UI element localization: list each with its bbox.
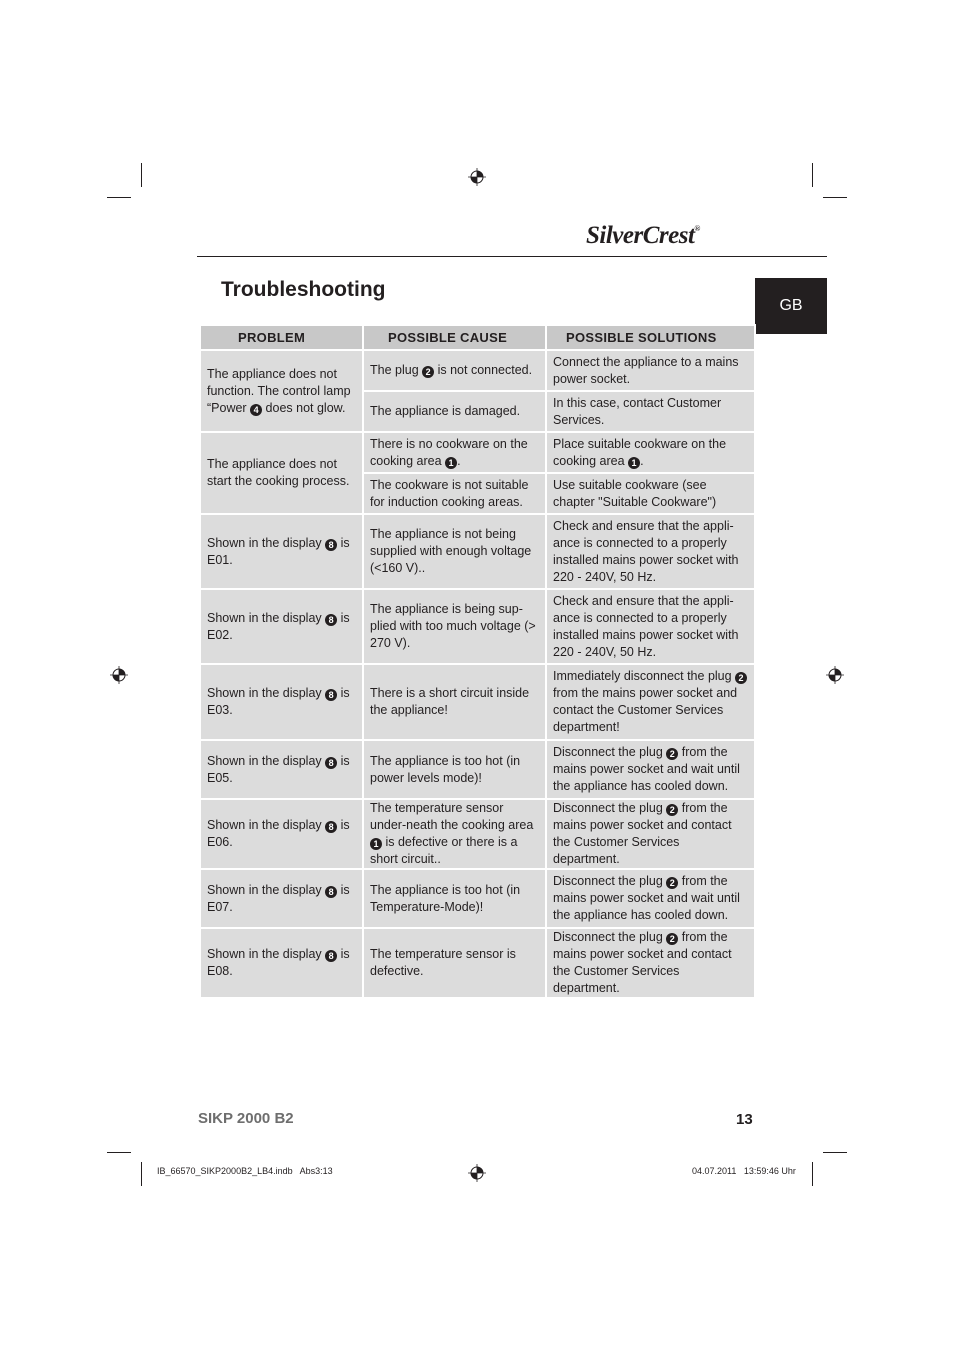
solution-cell xyxy=(546,799,755,869)
solution-cell xyxy=(546,928,755,998)
part-number-badge-icon: 8 xyxy=(325,821,337,833)
model-number: SIKP 2000 B2 xyxy=(198,1110,294,1127)
cause-cell xyxy=(363,514,546,589)
brand-logo xyxy=(586,222,700,250)
part-number-badge-icon: 8 xyxy=(325,950,337,962)
part-number-badge-icon: 8 xyxy=(325,689,337,701)
text-run: The temperature sensor under-neath the cooking area xyxy=(370,801,534,832)
crop-mark xyxy=(107,197,131,198)
part-number-badge-icon: 2 xyxy=(666,877,678,889)
text-run: is E01. xyxy=(207,535,350,567)
text-run: is E05. xyxy=(207,753,350,785)
text-run: Connect the appliance to a mains power socket. xyxy=(553,354,739,386)
language-tab: GB xyxy=(755,278,827,334)
solution-cell xyxy=(546,740,755,799)
text-run: The temperature sensor is defective. xyxy=(370,947,516,978)
text-run: Disconnect the plug xyxy=(553,874,667,888)
table-body xyxy=(200,350,755,998)
cause-cell xyxy=(363,350,546,391)
text-run: from the mains power socket and contact the Customer Services department. xyxy=(553,930,732,995)
table-row xyxy=(200,869,755,928)
text-run: Shown in the display xyxy=(207,753,326,768)
text-run: Disconnect the plug xyxy=(553,930,667,944)
solution-cell xyxy=(546,391,755,432)
table-row xyxy=(200,514,755,589)
solution-cell xyxy=(546,473,755,514)
cause-cell xyxy=(363,799,546,869)
print-slug-right: 04.07.2011 13:59:46 Uhr xyxy=(692,1166,796,1176)
problem-cell xyxy=(200,514,363,589)
text-run: The plug xyxy=(370,363,423,377)
header-problem: PROBLEM xyxy=(200,325,363,350)
text-run: There is no cookware on the cooking area xyxy=(370,436,528,468)
text-run: Shown in the display xyxy=(207,686,326,700)
text-run: Check and ensure that the appli-ance is connected to a properly installed mains power socket with 220 - 240V, 50 Hz. xyxy=(553,593,739,659)
text-run: The appliance is damaged. xyxy=(370,404,521,418)
problem-cell xyxy=(200,928,363,998)
cause-cell xyxy=(363,391,546,432)
header-possible-cause: POSSIBLE CAUSE xyxy=(363,325,546,350)
solution-cell xyxy=(546,869,755,928)
problem-cell xyxy=(200,740,363,799)
table-row xyxy=(200,432,755,473)
solution-cell xyxy=(546,514,755,589)
problem-cell xyxy=(200,869,363,928)
part-number-badge-icon: 1 xyxy=(370,838,382,850)
crop-mark xyxy=(823,197,847,198)
part-number-badge-icon: 8 xyxy=(325,757,337,769)
text-run: Place suitable cookware on the cooking area xyxy=(553,436,727,468)
solution-cell xyxy=(546,664,755,740)
text-run: is E02. xyxy=(207,610,350,642)
text-run: The appliance is not being supplied with enough voltage (<160 V).. xyxy=(370,527,532,575)
solution-cell xyxy=(546,432,755,473)
registration-mark-icon xyxy=(110,666,128,684)
problem-cell xyxy=(200,350,363,432)
text-run: is E03. xyxy=(207,686,350,717)
cause-cell xyxy=(363,740,546,799)
text-run: Shown in the display xyxy=(207,818,326,832)
table-row xyxy=(200,589,755,664)
text-run: The cookware is not suitable for induction cooking areas. xyxy=(370,477,529,509)
cause-cell xyxy=(363,589,546,664)
cause-cell xyxy=(363,664,546,740)
part-number-badge-icon: 4 xyxy=(250,404,262,416)
text-run: . xyxy=(640,453,644,468)
text-run: Disconnect the plug xyxy=(553,745,667,759)
text-run: Check and ensure that the appli-ance is connected to a properly installed mains power socket with 220 - 240V, 50 Hz. xyxy=(553,518,739,584)
text-run: from the mains power socket and contact the Customer Services department. xyxy=(553,801,732,866)
trademark-symbol: ® xyxy=(694,224,700,233)
header-rule xyxy=(197,256,827,257)
text-run: There is a short circuit inside the appliance! xyxy=(370,686,530,717)
problem-cell xyxy=(200,589,363,664)
table-row xyxy=(200,350,755,391)
text-run: . xyxy=(457,453,461,468)
text-run: The appliance does not start the cooking process. xyxy=(207,457,350,488)
text-run: Shown in the display xyxy=(207,882,326,897)
text-run: from the mains power socket and wait until the appliance has cooled down. xyxy=(553,745,740,793)
text-run: is E07. xyxy=(207,882,350,914)
cause-cell xyxy=(363,432,546,473)
part-number-badge-icon: 8 xyxy=(325,614,337,626)
print-slug-left: IB_66570_SIKP2000B2_LB4.indb Abs3:13 xyxy=(157,1166,333,1176)
text-run: does not glow. xyxy=(262,400,346,415)
table-row xyxy=(200,740,755,799)
solution-cell xyxy=(546,350,755,391)
part-number-badge-icon: 2 xyxy=(666,933,678,945)
text-run: Use suitable cookware (see chapter "Suitable Cookware") xyxy=(553,477,717,509)
text-run: Immediately disconnect the plug xyxy=(553,669,736,683)
problem-cell xyxy=(200,799,363,869)
crop-mark xyxy=(141,1162,142,1186)
crop-mark xyxy=(141,163,142,187)
cause-cell xyxy=(363,473,546,514)
part-number-badge-icon: 2 xyxy=(422,366,434,378)
crop-mark xyxy=(107,1152,131,1153)
crop-mark xyxy=(812,163,813,187)
text-run: Shown in the display xyxy=(207,610,326,625)
text-run: Shown in the display xyxy=(207,535,326,550)
part-number-badge-icon: 2 xyxy=(666,748,678,760)
text-run: is E08. xyxy=(207,947,350,978)
text-run: from the mains power socket and contact the Customer Services department! xyxy=(553,686,738,734)
part-number-badge-icon: 2 xyxy=(735,672,747,684)
registration-mark-icon xyxy=(468,168,486,186)
table-row xyxy=(200,799,755,869)
text-run: from the mains power socket and wait until the appliance has cooled down. xyxy=(553,874,740,922)
crop-mark xyxy=(823,1152,847,1153)
text-run: Shown in the display xyxy=(207,947,326,961)
table-row xyxy=(200,928,755,998)
part-number-badge-icon: 1 xyxy=(628,457,640,469)
part-number-badge-icon: 8 xyxy=(325,539,337,551)
text-run: The appliance does not function. The control lamp “Power xyxy=(207,366,351,415)
registration-mark-icon xyxy=(826,666,844,684)
page-title: Troubleshooting xyxy=(221,278,386,301)
troubleshooting-table xyxy=(199,324,756,999)
text-run: The appliance is too hot (in power levels mode)! xyxy=(370,753,521,785)
page-number: 13 xyxy=(736,1111,753,1128)
solution-cell xyxy=(546,589,755,664)
text-run: The appliance is too hot (in Temperature-Mode)! xyxy=(370,882,521,914)
part-number-badge-icon: 8 xyxy=(325,886,337,898)
cause-cell xyxy=(363,869,546,928)
part-number-badge-icon: 2 xyxy=(666,804,678,816)
problem-cell xyxy=(200,664,363,740)
part-number-badge-icon: 1 xyxy=(445,457,457,469)
text-run: Disconnect the plug xyxy=(553,801,667,815)
brand-name: SilverCrest xyxy=(586,222,695,249)
crop-mark xyxy=(812,1162,813,1186)
text-run: is E06. xyxy=(207,818,350,849)
text-run: The appliance is being sup-plied with too much voltage (> 270 V). xyxy=(370,602,536,650)
problem-cell xyxy=(200,432,363,514)
text-run: is not connected. xyxy=(434,363,533,377)
text-run: is defective or there is a short circuit.. xyxy=(370,835,518,866)
cause-cell xyxy=(363,928,546,998)
text-run: In this case, contact Customer Services. xyxy=(553,395,722,427)
header-possible-solutions: POSSIBLE SOLUTIONS xyxy=(546,325,755,350)
table-header-row xyxy=(200,325,755,350)
registration-mark-icon xyxy=(468,1164,486,1182)
table-row xyxy=(200,664,755,740)
